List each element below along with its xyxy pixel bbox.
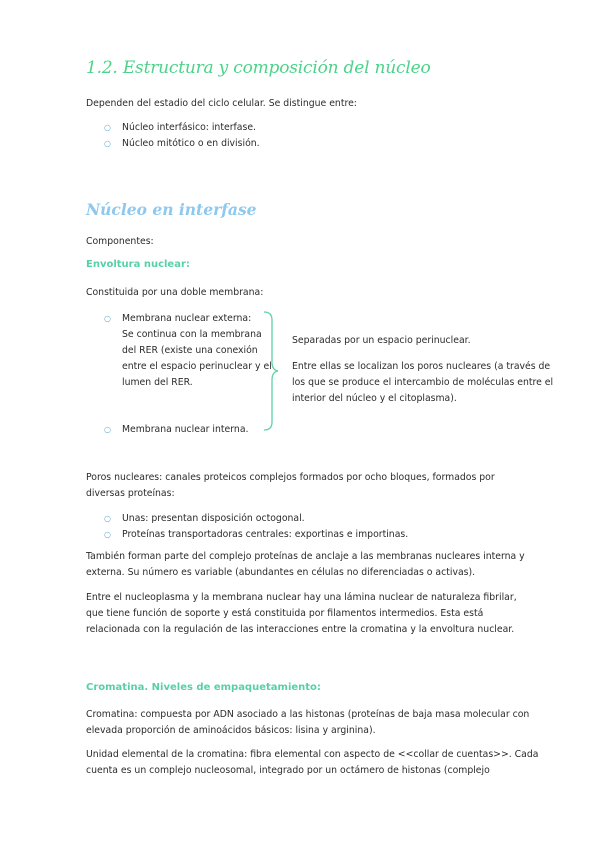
envoltura-heading: Envoltura nuclear: bbox=[86, 259, 190, 270]
membrana-externa-line-5: lumen del RER. bbox=[122, 377, 193, 388]
bullet-circle-icon: ○ bbox=[104, 530, 111, 539]
poros-line-1: Poros nucleares: canales proteicos complejos formados por ocho bloques, formados por bbox=[86, 472, 495, 483]
poros-list-item-1: Unas: presentan disposición octogonal. bbox=[122, 513, 305, 524]
intro-list-item-1: Núcleo interfásico: interfase. bbox=[122, 122, 257, 133]
lamina-line-1: Entre el nucleoplasma y la membrana nuclear hay una lámina nuclear de naturaleza fibrilar, bbox=[86, 592, 517, 603]
brace-note-2-line-2: los que se produce el intercambio de moléculas entre el bbox=[292, 377, 554, 388]
intro-text: Dependen del estadio del ciclo celular. Se distingue entre: bbox=[86, 98, 357, 109]
membrana-externa-line-1: Membrana nuclear externa: bbox=[122, 313, 252, 324]
envoltura-intro: Constituida por una doble membrana: bbox=[86, 287, 264, 298]
brace-note-1: Separadas por un espacio perinuclear. bbox=[292, 335, 471, 346]
bullet-circle-icon: ○ bbox=[104, 314, 111, 323]
unidad-line-2: cuenta es un complejo nucleosomal, integrado por un octámero de histonas (complejo bbox=[86, 765, 490, 776]
lamina-line-3: relacionada con la regulación de las interacciones entre la cromatina y la envoltura nuclear. bbox=[86, 624, 515, 635]
brace-note-2-line-1: Entre ellas se localizan los poros nucleares (a través de bbox=[292, 361, 551, 372]
bullet-circle-icon: ○ bbox=[104, 123, 111, 132]
anclaje-line-1: También forman parte del complejo proteínas de anclaje a las membranas nucleares interna y bbox=[86, 551, 525, 562]
membrana-externa-line-2: Se continua con la membrana bbox=[122, 329, 262, 340]
unidad-line-1: Unidad elemental de la cromatina: fibra elemental con aspecto de <<collar de cuentas>>. Cada bbox=[86, 749, 539, 760]
cromatina-line-1: Cromatina: compuesta por ADN asociado a las histonas (proteínas de baja masa molecular con bbox=[86, 709, 530, 720]
cromatina-heading: Cromatina. Niveles de empaquetamiento: bbox=[86, 682, 321, 693]
anclaje-line-2: externa. Su número es variable (abundantes en células no diferenciadas o activas). bbox=[86, 567, 476, 578]
bullet-circle-icon: ○ bbox=[104, 425, 111, 434]
subsection-title: Núcleo en interfase bbox=[86, 200, 257, 219]
lamina-line-2: que tiene función de soporte y está constituida por filamentos intermedios. Esta está bbox=[86, 608, 484, 619]
cromatina-line-2: elevada proporción de aminoácidos básicos: lisina y arginina). bbox=[86, 725, 376, 736]
bullet-circle-icon: ○ bbox=[104, 139, 111, 148]
membrana-externa-line-4: entre el espacio perinuclear y el bbox=[122, 361, 272, 372]
intro-list-item-2: Núcleo mitótico o en división. bbox=[122, 138, 260, 149]
bullet-circle-icon: ○ bbox=[104, 514, 111, 523]
poros-line-2: diversas proteínas: bbox=[86, 488, 175, 499]
curly-brace-icon bbox=[262, 310, 280, 432]
brace-note-2-line-3: interior del núcleo y el citoplasma). bbox=[292, 393, 457, 404]
membrana-externa-line-3: del RER (existe una conexión bbox=[122, 345, 258, 356]
components-label: Componentes: bbox=[86, 236, 154, 247]
section-title: 1.2. Estructura y composición del núcleo bbox=[86, 58, 431, 78]
poros-list-item-2: Proteínas transportadoras centrales: exportinas e importinas. bbox=[122, 529, 409, 540]
membrana-interna: Membrana nuclear interna. bbox=[122, 424, 249, 435]
